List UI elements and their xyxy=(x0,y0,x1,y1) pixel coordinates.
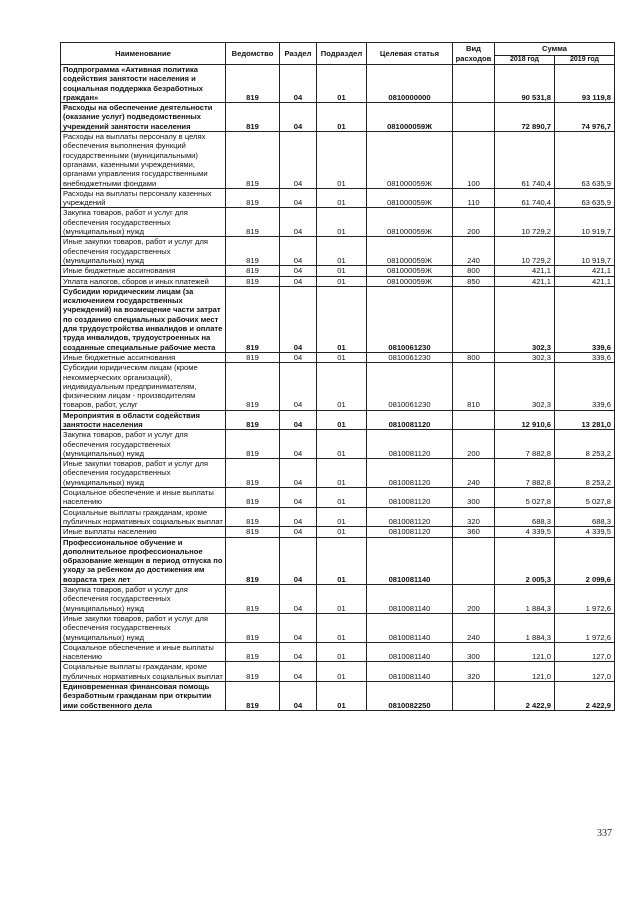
row-name: Закупка товаров, работ и услуг для обеспечения государственных (муниципальных) нужд xyxy=(61,208,226,237)
row-name: Социальные выплаты гражданам, кроме публичных нормативных социальных выплат xyxy=(61,662,226,682)
row-sum-2019: 8 253,2 xyxy=(555,430,615,459)
row-expense-type: 240 xyxy=(453,237,495,266)
row-target-article: 0810081140 xyxy=(367,613,453,642)
row-podrazdel: 01 xyxy=(317,537,367,584)
row-vedomstvo: 819 xyxy=(226,682,280,711)
row-name: Иные закупки товаров, работ и услуг для обеспечения государственных (муниципальных) нужд xyxy=(61,237,226,266)
row-name: Иные бюджетные ассигнования xyxy=(61,266,226,276)
row-razdel: 04 xyxy=(280,132,317,189)
row-razdel: 04 xyxy=(280,286,317,352)
row-sum-2019: 421,1 xyxy=(555,276,615,286)
row-sum-2019: 2 422,9 xyxy=(555,682,615,711)
row-target-article: 0810081140 xyxy=(367,642,453,662)
row-sum-2019: 10 919,7 xyxy=(555,237,615,266)
row-podrazdel: 01 xyxy=(317,585,367,614)
row-name: Мероприятия в области содействия занятости населения xyxy=(61,410,226,430)
row-podrazdel: 01 xyxy=(317,363,367,410)
row-sum-2018: 7 882,8 xyxy=(495,430,555,459)
row-target-article: 0810081140 xyxy=(367,662,453,682)
row-sum-2018: 4 339,5 xyxy=(495,527,555,537)
table-row xyxy=(61,682,615,711)
row-podrazdel: 01 xyxy=(317,237,367,266)
row-vedomstvo: 819 xyxy=(226,613,280,642)
row-podrazdel: 01 xyxy=(317,527,367,537)
row-expense-type xyxy=(453,682,495,711)
row-podrazdel: 01 xyxy=(317,352,367,362)
row-razdel: 04 xyxy=(280,682,317,711)
row-target-article: 081000059Ж xyxy=(367,208,453,237)
row-razdel: 04 xyxy=(280,410,317,430)
row-target-article: 0810081140 xyxy=(367,585,453,614)
page-number: 337 xyxy=(597,828,612,839)
row-podrazdel: 01 xyxy=(317,507,367,527)
row-razdel: 04 xyxy=(280,488,317,508)
row-name: Субсидии юридическим лицам (за исключением государственных учреждений) на возмещение части затрат по созданию специальных рабочих мест для трудоустройства инвалидов и оплате труда инвалидов, трудоустроенных на созданные специальные рабочие места xyxy=(61,286,226,352)
row-sum-2018: 7 882,8 xyxy=(495,459,555,488)
row-vedomstvo: 819 xyxy=(226,585,280,614)
row-target-article: 081000059Ж xyxy=(367,237,453,266)
row-sum-2018: 421,1 xyxy=(495,276,555,286)
row-sum-2019: 339,6 xyxy=(555,352,615,362)
row-sum-2019: 5 027,8 xyxy=(555,488,615,508)
table-row xyxy=(61,527,615,537)
table-row xyxy=(61,363,615,410)
row-expense-type: 300 xyxy=(453,488,495,508)
row-vedomstvo: 819 xyxy=(226,488,280,508)
row-podrazdel: 01 xyxy=(317,103,367,132)
header-year-2018: 2018 год xyxy=(495,56,555,65)
row-expense-type: 320 xyxy=(453,507,495,527)
row-target-article: 0810081120 xyxy=(367,430,453,459)
header-sum: Сумма xyxy=(495,43,615,56)
row-sum-2018: 421,1 xyxy=(495,266,555,276)
row-razdel: 04 xyxy=(280,642,317,662)
row-razdel: 04 xyxy=(280,363,317,410)
row-expense-type xyxy=(453,537,495,584)
row-razdel: 04 xyxy=(280,237,317,266)
row-vedomstvo: 819 xyxy=(226,642,280,662)
row-target-article: 0810081120 xyxy=(367,527,453,537)
row-sum-2018: 61 740,4 xyxy=(495,188,555,208)
row-vedomstvo: 819 xyxy=(226,266,280,276)
header-expense-type: Вид расходов xyxy=(453,43,495,65)
row-name: Уплата налогов, сборов и иных платежей xyxy=(61,276,226,286)
row-podrazdel: 01 xyxy=(317,208,367,237)
row-razdel: 04 xyxy=(280,103,317,132)
row-name: Социальное обеспечение и иные выплаты населению xyxy=(61,488,226,508)
table-body xyxy=(61,65,615,711)
row-sum-2018: 1 884,3 xyxy=(495,613,555,642)
row-razdel: 04 xyxy=(280,613,317,642)
row-name: Закупка товаров, работ и услуг для обеспечения государственных (муниципальных) нужд xyxy=(61,585,226,614)
row-expense-type: 300 xyxy=(453,642,495,662)
row-sum-2019: 339,6 xyxy=(555,286,615,352)
row-vedomstvo: 819 xyxy=(226,65,280,103)
table-row xyxy=(61,613,615,642)
row-sum-2019: 1 972,6 xyxy=(555,613,615,642)
row-name: Расходы на выплаты персоналу в целях обеспечения выполнения функций государственными (муниципальными) органами, казенными учреждениями, органами управления государственными внебюджетными фондами xyxy=(61,132,226,189)
row-sum-2019: 63 635,9 xyxy=(555,188,615,208)
row-podrazdel: 01 xyxy=(317,132,367,189)
header-razdel: Раздел xyxy=(280,43,317,65)
row-razdel: 04 xyxy=(280,266,317,276)
row-vedomstvo: 819 xyxy=(226,237,280,266)
table-row xyxy=(61,642,615,662)
row-sum-2018: 302,3 xyxy=(495,363,555,410)
row-expense-type xyxy=(453,286,495,352)
row-target-article: 0810000000 xyxy=(367,65,453,103)
row-razdel: 04 xyxy=(280,507,317,527)
row-expense-type: 200 xyxy=(453,430,495,459)
row-razdel: 04 xyxy=(280,585,317,614)
table-row xyxy=(61,430,615,459)
table-row xyxy=(61,208,615,237)
row-expense-type: 850 xyxy=(453,276,495,286)
row-target-article: 0810081120 xyxy=(367,488,453,508)
row-expense-type: 200 xyxy=(453,585,495,614)
row-podrazdel: 01 xyxy=(317,286,367,352)
row-razdel: 04 xyxy=(280,276,317,286)
row-name: Единовременная финансовая помощь безработным гражданам при открытии ими собственного дела xyxy=(61,682,226,711)
row-razdel: 04 xyxy=(280,208,317,237)
row-expense-type: 240 xyxy=(453,459,495,488)
row-vedomstvo: 819 xyxy=(226,537,280,584)
row-target-article: 0810082250 xyxy=(367,682,453,711)
row-sum-2019: 8 253,2 xyxy=(555,459,615,488)
row-vedomstvo: 819 xyxy=(226,507,280,527)
row-name: Иные закупки товаров, работ и услуг для обеспечения государственных (муниципальных) нужд xyxy=(61,459,226,488)
row-target-article: 081000059Ж xyxy=(367,132,453,189)
row-sum-2019: 127,0 xyxy=(555,662,615,682)
row-name: Иные бюджетные ассигнования xyxy=(61,352,226,362)
row-podrazdel: 01 xyxy=(317,613,367,642)
row-name: Расходы на выплаты персоналу казенных учреждений xyxy=(61,188,226,208)
row-vedomstvo: 819 xyxy=(226,430,280,459)
row-vedomstvo: 819 xyxy=(226,410,280,430)
budget-table xyxy=(60,42,615,711)
table-row xyxy=(61,237,615,266)
row-sum-2019: 13 281,0 xyxy=(555,410,615,430)
row-podrazdel: 01 xyxy=(317,459,367,488)
row-podrazdel: 01 xyxy=(317,488,367,508)
row-vedomstvo: 819 xyxy=(226,286,280,352)
row-name: Подпрограмма «Активная политика содействия занятости населения и социальная поддержка безработных граждан» xyxy=(61,65,226,103)
row-sum-2019: 688,3 xyxy=(555,507,615,527)
header-vedomstvo: Ведомство xyxy=(226,43,280,65)
row-sum-2019: 4 339,5 xyxy=(555,527,615,537)
row-sum-2018: 72 890,7 xyxy=(495,103,555,132)
row-sum-2018: 302,3 xyxy=(495,352,555,362)
row-podrazdel: 01 xyxy=(317,682,367,711)
row-vedomstvo: 819 xyxy=(226,188,280,208)
row-razdel: 04 xyxy=(280,537,317,584)
row-target-article: 0810081140 xyxy=(367,537,453,584)
row-target-article: 081000059Ж xyxy=(367,188,453,208)
row-name: Иные выплаты населению xyxy=(61,527,226,537)
row-target-article: 0810061230 xyxy=(367,352,453,362)
row-name: Профессиональное обучение и дополнительное профессиональное образование женщин в период отпуска по уходу за ребенком до достижения им возраста трех лет xyxy=(61,537,226,584)
row-sum-2018: 121,0 xyxy=(495,662,555,682)
row-vedomstvo: 819 xyxy=(226,132,280,189)
row-sum-2018: 10 729,2 xyxy=(495,208,555,237)
row-sum-2018: 2 422,9 xyxy=(495,682,555,711)
row-sum-2018: 1 884,3 xyxy=(495,585,555,614)
row-expense-type xyxy=(453,410,495,430)
row-sum-2018: 302,3 xyxy=(495,286,555,352)
table-row xyxy=(61,585,615,614)
row-vedomstvo: 819 xyxy=(226,662,280,682)
table-row xyxy=(61,352,615,362)
table-header xyxy=(61,43,615,65)
row-vedomstvo: 819 xyxy=(226,459,280,488)
row-target-article: 081000059Ж xyxy=(367,266,453,276)
table-row xyxy=(61,537,615,584)
row-expense-type: 320 xyxy=(453,662,495,682)
header-name: Наименование xyxy=(61,43,226,65)
row-target-article: 0810061230 xyxy=(367,286,453,352)
row-target-article: 081000059Ж xyxy=(367,276,453,286)
header-year-2019: 2019 год xyxy=(555,56,615,65)
row-sum-2018: 12 910,6 xyxy=(495,410,555,430)
row-sum-2019: 1 972,6 xyxy=(555,585,615,614)
row-sum-2019: 10 919,7 xyxy=(555,208,615,237)
row-razdel: 04 xyxy=(280,188,317,208)
row-target-article: 0810081120 xyxy=(367,507,453,527)
row-expense-type xyxy=(453,65,495,103)
row-sum-2018: 10 729,2 xyxy=(495,237,555,266)
row-sum-2019: 421,1 xyxy=(555,266,615,276)
row-sum-2018: 688,3 xyxy=(495,507,555,527)
table-row xyxy=(61,662,615,682)
row-sum-2018: 5 027,8 xyxy=(495,488,555,508)
row-razdel: 04 xyxy=(280,662,317,682)
row-name: Социальное обеспечение и иные выплаты населению xyxy=(61,642,226,662)
header-target-article: Целевая статья xyxy=(367,43,453,65)
table-row xyxy=(61,266,615,276)
row-razdel: 04 xyxy=(280,352,317,362)
row-name: Иные закупки товаров, работ и услуг для обеспечения государственных (муниципальных) нужд xyxy=(61,613,226,642)
row-sum-2018: 2 005,3 xyxy=(495,537,555,584)
row-expense-type: 240 xyxy=(453,613,495,642)
row-name: Субсидии юридическим лицам (кроме некоммерческих организаций), индивидуальным предпринимателям, физическим лицам - производителям товаров, работ, услуг xyxy=(61,363,226,410)
header-podrazdel: Подраздел xyxy=(317,43,367,65)
row-sum-2019: 2 099,6 xyxy=(555,537,615,584)
row-podrazdel: 01 xyxy=(317,276,367,286)
row-sum-2019: 127,0 xyxy=(555,642,615,662)
table-row xyxy=(61,286,615,352)
table-row xyxy=(61,488,615,508)
row-podrazdel: 01 xyxy=(317,188,367,208)
row-razdel: 04 xyxy=(280,459,317,488)
row-sum-2018: 121,0 xyxy=(495,642,555,662)
row-sum-2018: 90 531,8 xyxy=(495,65,555,103)
row-podrazdel: 01 xyxy=(317,65,367,103)
row-name: Социальные выплаты гражданам, кроме публичных нормативных социальных выплат xyxy=(61,507,226,527)
row-expense-type xyxy=(453,103,495,132)
row-target-article: 0810061230 xyxy=(367,363,453,410)
table-row xyxy=(61,132,615,189)
row-vedomstvo: 819 xyxy=(226,363,280,410)
row-name: Расходы на обеспечение деятельности (оказание услуг) подведомственных учреждений занятости населения xyxy=(61,103,226,132)
table-row xyxy=(61,410,615,430)
row-expense-type: 800 xyxy=(453,352,495,362)
row-expense-type: 360 xyxy=(453,527,495,537)
table-row xyxy=(61,103,615,132)
row-vedomstvo: 819 xyxy=(226,103,280,132)
row-razdel: 04 xyxy=(280,527,317,537)
table-row xyxy=(61,65,615,103)
row-expense-type: 800 xyxy=(453,266,495,276)
row-vedomstvo: 819 xyxy=(226,208,280,237)
row-sum-2019: 74 976,7 xyxy=(555,103,615,132)
table-row xyxy=(61,276,615,286)
row-razdel: 04 xyxy=(280,65,317,103)
row-vedomstvo: 819 xyxy=(226,527,280,537)
table-row xyxy=(61,188,615,208)
row-podrazdel: 01 xyxy=(317,662,367,682)
table-row xyxy=(61,459,615,488)
row-vedomstvo: 819 xyxy=(226,352,280,362)
row-podrazdel: 01 xyxy=(317,430,367,459)
row-sum-2019: 63 635,9 xyxy=(555,132,615,189)
table-row xyxy=(61,507,615,527)
row-target-article: 0810081120 xyxy=(367,459,453,488)
row-vedomstvo: 819 xyxy=(226,276,280,286)
row-target-article: 081000059Ж xyxy=(367,103,453,132)
row-razdel: 04 xyxy=(280,430,317,459)
row-sum-2019: 339,6 xyxy=(555,363,615,410)
row-expense-type: 810 xyxy=(453,363,495,410)
row-sum-2018: 61 740,4 xyxy=(495,132,555,189)
row-expense-type: 110 xyxy=(453,188,495,208)
row-target-article: 0810081120 xyxy=(367,410,453,430)
row-name: Закупка товаров, работ и услуг для обеспечения государственных (муниципальных) нужд xyxy=(61,430,226,459)
row-expense-type: 100 xyxy=(453,132,495,189)
row-podrazdel: 01 xyxy=(317,410,367,430)
row-podrazdel: 01 xyxy=(317,642,367,662)
row-podrazdel: 01 xyxy=(317,266,367,276)
row-expense-type: 200 xyxy=(453,208,495,237)
row-sum-2019: 93 119,8 xyxy=(555,65,615,103)
